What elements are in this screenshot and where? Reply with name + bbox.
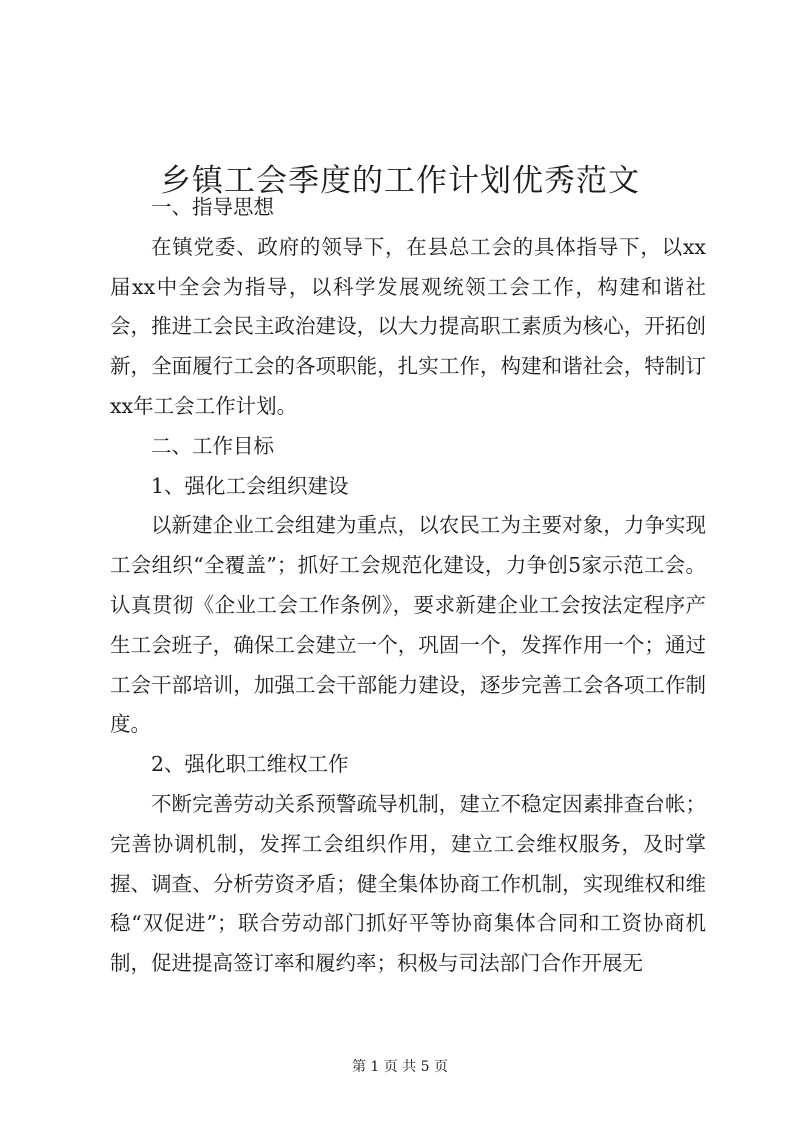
page-number-footer: 第 1 页 共 5 页 bbox=[351, 1059, 449, 1075]
paragraph-rights-protection: 不断完善劳动关系预警疏导机制，建立不稳定因素排查台帐；完善协调机制，发挥工会组织作用，建立工会维权服务，及时掌握、调查、分析劳资矛盾；健全集体协商工作机制，实现维权和维稳“双促进”；联合劳动部门抓好平等协商集体合同和工资协商机制，促进提高签订率和履约率；积极与司法部门合作开展无 bbox=[110, 791, 706, 976]
subheading-rights-protection: 2、强化职工维权工作 bbox=[151, 752, 349, 777]
section-heading-work-goals: 二、工作目标 bbox=[151, 433, 274, 458]
paragraph-organization-building: 以新建企业工会组建为重点，以农民工为主要对象，力争实现工会组织“全覆盖”；抓好工会规范化建设，力争创5家示范工会。认真贯彻《企业工会工作条例》，要求新建企业工会按法定程序产生工会班子，确保工会建立一个，巩固一个，发挥作用一个；通过工会干部培训，加强工会干部能力建设，逐步完善工会各项工作制度。 bbox=[110, 513, 706, 737]
document-title: 乡镇工会季度的工作计划优秀范文 bbox=[160, 162, 640, 199]
section-heading-guiding-ideology: 一、指导思想 bbox=[151, 195, 274, 219]
paragraph-guiding-ideology: 在镇党委、政府的领导下，在县总工会的具体指导下，以xx届xx中全会为指导，以科学发展观统领工会工作，构建和谐社会，推进工会民主政治建设，以大力提高职工素质为核心，开拓创新，全面履行工会的各项职能，扎实工作，构建和谐社会，特制订xx年工会工作计划。 bbox=[110, 234, 706, 418]
subheading-organization-building: 1、强化工会组织建设 bbox=[151, 473, 349, 498]
document-body bbox=[110, 188, 706, 984]
